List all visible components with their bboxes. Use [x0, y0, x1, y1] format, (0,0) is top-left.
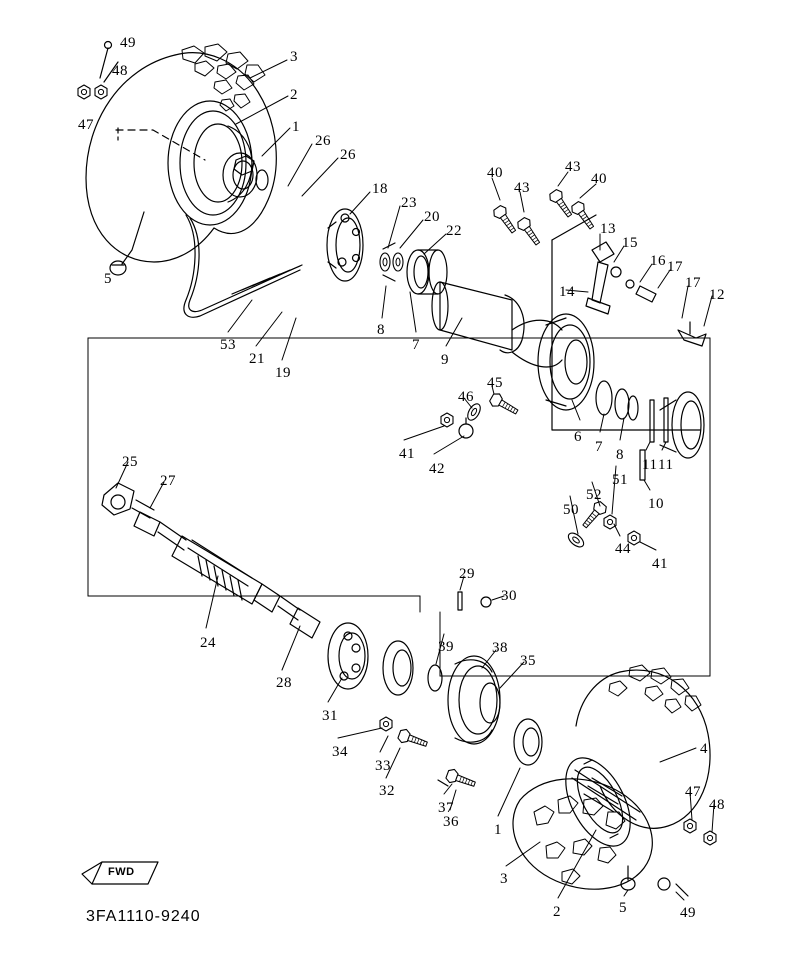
callout-label: 37 [438, 800, 454, 816]
callout-label: 41 [652, 556, 668, 572]
callout-label: 49 [680, 905, 696, 921]
callout-label: 43 [514, 180, 530, 196]
callout-label: 43 [565, 159, 581, 175]
callout-label: 17 [685, 275, 701, 291]
callout-label: 2 [290, 87, 298, 103]
callout-label: 26 [315, 133, 331, 149]
callout-label: 7 [595, 439, 603, 455]
front-tire-assembly [78, 42, 276, 276]
callout-label: 53 [220, 337, 236, 353]
callout-label: 10 [648, 496, 664, 512]
small-hardware-lower [566, 447, 645, 550]
callout-label: 21 [249, 351, 265, 367]
callout-label: 5 [104, 271, 112, 287]
callout-label: 44 [615, 541, 631, 557]
diagram-part-number: 3FA1110-9240 [86, 908, 201, 925]
callout-label: 33 [375, 758, 391, 774]
callout-label: 22 [446, 223, 462, 239]
small-hardware-upper [441, 391, 520, 438]
drive-shaft-assembly [102, 483, 320, 638]
callout-label: 47 [685, 784, 701, 800]
callout-label: 24 [200, 635, 216, 651]
callout-label: 31 [322, 708, 338, 724]
callout-label: 5 [619, 900, 627, 916]
callout-label: 7 [412, 337, 420, 353]
callout-label: 13 [600, 221, 616, 237]
callout-label: 19 [275, 365, 291, 381]
callout-label: 48 [112, 63, 128, 79]
callout-label: 2 [553, 904, 561, 920]
rear-tire-assembly [513, 665, 716, 896]
callout-label: 28 [276, 675, 292, 691]
callout-label: 50 [563, 502, 579, 518]
callout-label: 12 [709, 287, 725, 303]
callout-label: 20 [424, 209, 440, 225]
callout-label: 6 [574, 429, 582, 445]
callout-label: 49 [120, 35, 136, 51]
rear-hub-assembly [512, 314, 704, 458]
callout-label: 40 [591, 171, 607, 187]
callout-label: 35 [520, 653, 536, 669]
callout-label: 1 [292, 119, 300, 135]
callout-label: 8 [377, 322, 385, 338]
callout-label: 40 [487, 165, 503, 181]
fwd-direction-label: FWD [108, 866, 135, 878]
sprocket-assembly [327, 209, 524, 353]
bevel-gear-assembly [328, 592, 542, 791]
callout-label: 46 [458, 389, 474, 405]
callout-label: 25 [122, 454, 138, 470]
callout-label: 11 [658, 457, 674, 473]
callout-label: 16 [650, 253, 666, 269]
callout-label: 42 [429, 461, 445, 477]
callout-label: 26 [340, 147, 356, 163]
callout-label: 34 [332, 744, 348, 760]
callout-label: 18 [372, 181, 388, 197]
callout-label: 52 [586, 487, 602, 503]
callout-label: 3 [290, 49, 298, 65]
callout-label: 1 [494, 822, 502, 838]
callout-label: 38 [492, 640, 508, 656]
callout-label: 32 [379, 783, 395, 799]
callout-label: 45 [487, 375, 503, 391]
callout-label: 27 [160, 473, 176, 489]
callout-label: 15 [622, 235, 638, 251]
callout-label: 17 [667, 259, 683, 275]
callout-label: 9 [441, 352, 449, 368]
callout-label: 48 [709, 797, 725, 813]
callout-label: 30 [501, 588, 517, 604]
callout-label: 23 [401, 195, 417, 211]
callout-label: 29 [459, 566, 475, 582]
brake-linkage [491, 188, 706, 430]
callout-label: 39 [438, 639, 454, 655]
callout-label: 14 [559, 284, 575, 300]
callout-label: 41 [399, 446, 415, 462]
reference-frame [88, 338, 710, 676]
callout-label: 4 [700, 741, 708, 757]
callout-label: 36 [443, 814, 459, 830]
callout-label: 51 [612, 472, 628, 488]
callout-label: 8 [616, 447, 624, 463]
callout-label: 47 [78, 117, 94, 133]
callout-label: 11 [642, 457, 658, 473]
callout-label: 3 [500, 871, 508, 887]
